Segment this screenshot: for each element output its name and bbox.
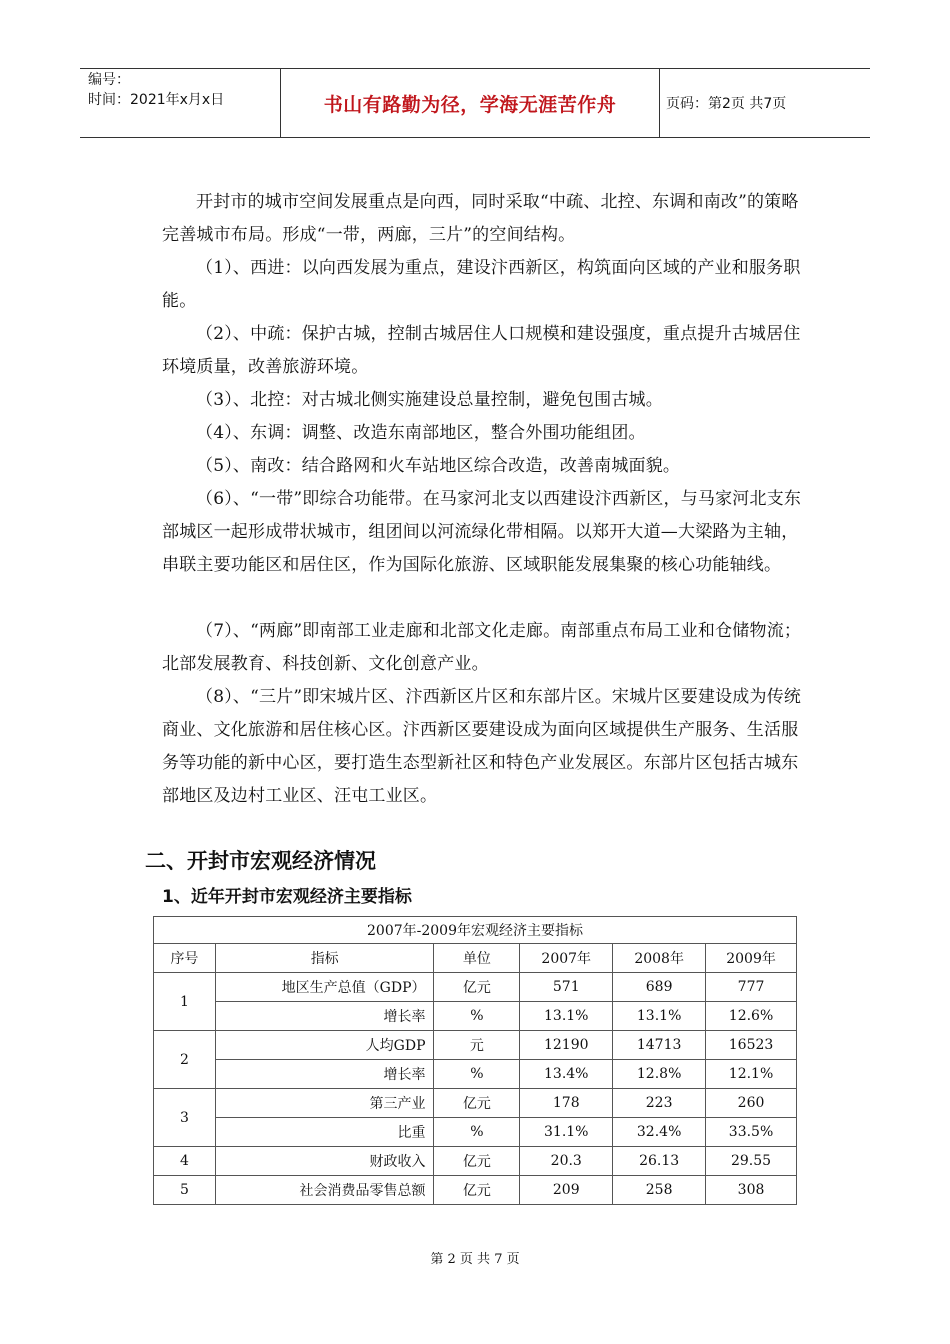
- value-cell: 12.1%: [706, 1060, 797, 1089]
- table-row: [154, 1176, 797, 1205]
- column-header: 指标: [215, 944, 434, 973]
- value-cell: 14713: [613, 1031, 706, 1060]
- header-meta: [80, 69, 280, 137]
- value-cell: 209: [520, 1176, 613, 1205]
- unit-cell: %: [434, 1118, 520, 1147]
- column-header: 单位: [434, 944, 520, 973]
- indicator-cell: 比重: [215, 1118, 434, 1147]
- row-number: 1: [154, 973, 216, 1031]
- unit-cell: 亿元: [434, 973, 520, 1002]
- column-header: 2007年: [520, 944, 613, 973]
- paragraph: （5）、南改：结合路网和火车站地区综合改造，改善南城面貌。: [196, 456, 681, 476]
- value-cell: 20.3: [520, 1147, 613, 1176]
- value-cell: 12190: [520, 1031, 613, 1060]
- section-title: 二、开封市宏观经济情况: [145, 849, 376, 873]
- value-cell: 13.4%: [520, 1060, 613, 1089]
- value-cell: 12.8%: [613, 1060, 706, 1089]
- date-label: 时间：2021年x月x日: [88, 92, 225, 108]
- table-row: [154, 1002, 797, 1031]
- indicator-cell: 第三产业: [215, 1089, 434, 1118]
- row-number: 3: [154, 1089, 216, 1147]
- number-label: 编号：: [88, 72, 130, 88]
- table-row: [154, 1147, 797, 1176]
- table-row: [154, 1060, 797, 1089]
- value-cell: 29.55: [706, 1147, 797, 1176]
- indicator-cell: 增长率: [215, 1060, 434, 1089]
- value-cell: 13.1%: [613, 1002, 706, 1031]
- value-cell: 26.13: [613, 1147, 706, 1176]
- unit-cell: %: [434, 1002, 520, 1031]
- table-row: [154, 1089, 797, 1118]
- table-row: [154, 1031, 797, 1060]
- unit-cell: 亿元: [434, 1147, 520, 1176]
- paragraph: （7）、“两廊”即南部工业走廊和北部文化走廊。南部重点布局工业和仓储物流；北部发展教育、科技创新、文化创意产业。: [162, 621, 802, 674]
- indicator-table: [153, 916, 797, 1205]
- unit-cell: 亿元: [434, 1089, 520, 1118]
- subsection-title: 1、近年开封市宏观经济主要指标: [162, 887, 412, 907]
- paragraph: （1）、西进：以向西发展为重点，建设汴西新区，构筑面向区域的产业和服务职能。: [162, 258, 801, 311]
- value-cell: 258: [613, 1176, 706, 1205]
- value-cell: 689: [613, 973, 706, 1002]
- value-cell: 260: [706, 1089, 797, 1118]
- value-cell: 32.4%: [613, 1118, 706, 1147]
- indicator-cell: 增长率: [215, 1002, 434, 1031]
- column-header: 2008年: [613, 944, 706, 973]
- row-number: 2: [154, 1031, 216, 1089]
- table-caption-row: [154, 917, 797, 944]
- value-cell: 777: [706, 973, 797, 1002]
- paragraph: （6）、“一带”即综合功能带。在马家河北支以西建设汴西新区，与马家河北支东部城区一起形成带状城市，组团间以河流绿化带相隔。以郑开大道—大梁路为主轴，串联主要功能区和居住区，作为国际化旅游、区域职能发展集聚的核心功能轴线。: [162, 489, 802, 575]
- paragraph: （3）、北控：对古城北侧实施建设总量控制，避免包围古城。: [196, 390, 663, 410]
- unit-cell: %: [434, 1060, 520, 1089]
- table-row: [154, 1118, 797, 1147]
- indicator-cell: 财政收入: [215, 1147, 434, 1176]
- paragraph: （4）、东调：调整、改造东南部地区，整合外围功能组团。: [196, 423, 646, 443]
- column-header: 2009年: [706, 944, 797, 973]
- unit-cell: 亿元: [434, 1176, 520, 1205]
- column-header: 序号: [154, 944, 216, 973]
- paragraph: （2）、中疏：保护古城，控制古城居住人口规模和建设强度，重点提升古城居住环境质量，改善旅游环境。: [162, 324, 801, 377]
- value-cell: 33.5%: [706, 1118, 797, 1147]
- value-cell: 571: [520, 973, 613, 1002]
- value-cell: 31.1%: [520, 1118, 613, 1147]
- indicator-cell: 人均GDP: [215, 1031, 434, 1060]
- page-header: [80, 68, 870, 138]
- value-cell: 178: [520, 1089, 613, 1118]
- table-row: [154, 973, 797, 1002]
- page-footer: 第 2 页 共 7 页: [430, 1252, 520, 1267]
- indicator-cell: 地区生产总值（GDP）: [215, 973, 434, 1002]
- header-motto: 书山有路勤为径，学海无涯苦作舟: [280, 69, 660, 137]
- row-number: 4: [154, 1147, 216, 1176]
- value-cell: 13.1%: [520, 1002, 613, 1031]
- table-header-row: [154, 944, 797, 973]
- row-number: 5: [154, 1176, 216, 1205]
- value-cell: 12.6%: [706, 1002, 797, 1031]
- paragraph: 开封市的城市空间发展重点是向西，同时采取“中疏、北控、东调和南改”的策略完善城市布局。形成“一带，两廊，三片”的空间结构。: [162, 192, 799, 245]
- indicator-cell: 社会消费品零售总额: [215, 1176, 434, 1205]
- unit-cell: 元: [434, 1031, 520, 1060]
- value-cell: 16523: [706, 1031, 797, 1060]
- paragraph: （8）、“三片”即宋城片区、汴西新区片区和东部片区。宋城片区要建设成为传统商业、文化旅游和居住核心区。汴西新区要建设成为面向区域提供生产服务、生活服务等功能的新中心区，要打造生态型新社区和特色产业发展区。东部片区包括古城东部地区及边村工业区、汪屯工业区。: [162, 687, 802, 806]
- value-cell: 223: [613, 1089, 706, 1118]
- value-cell: 308: [706, 1176, 797, 1205]
- header-page-label: 页码：第2页 共7页: [666, 96, 787, 112]
- table-caption: 2007年-2009年宏观经济主要指标: [154, 917, 797, 944]
